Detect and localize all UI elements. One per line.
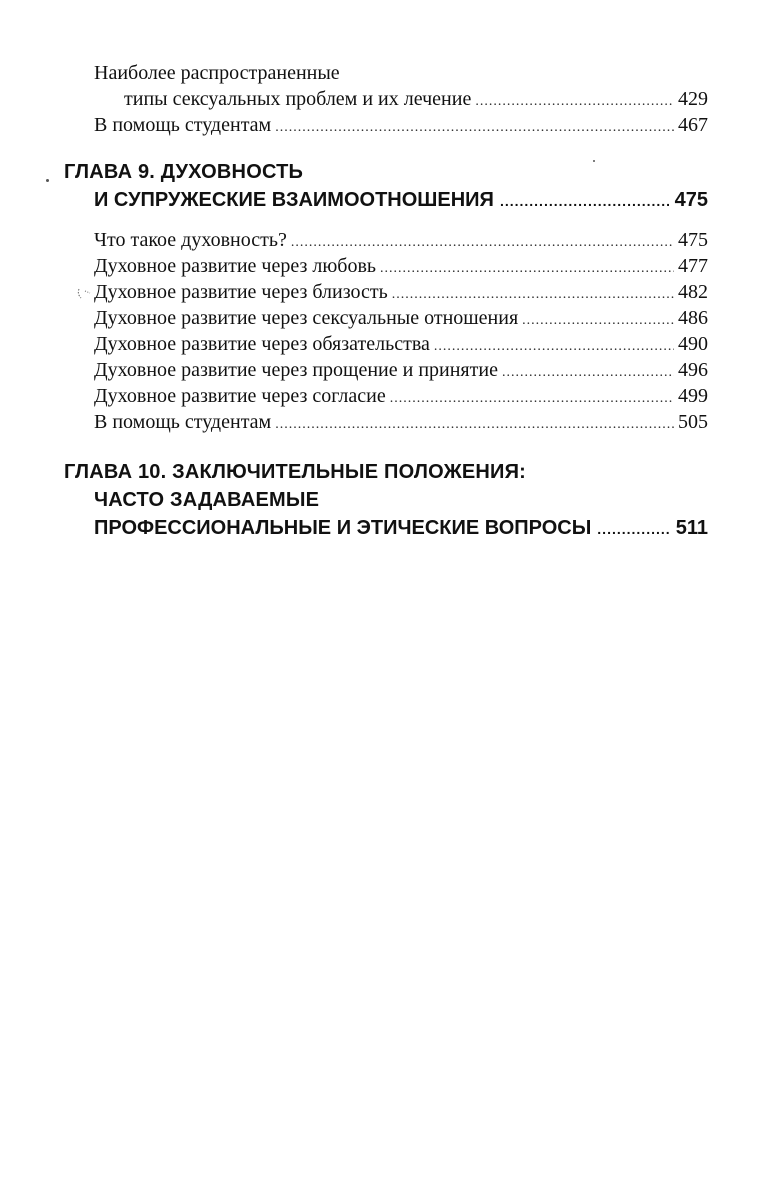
toc-entry-page: 499 [678,385,708,407]
toc-entry[interactable] [94,409,708,438]
toc-entry-page: 496 [678,359,708,381]
toc-entry-page: 505 [678,411,708,433]
toc-entry-page: 467 [678,114,708,136]
chapter-10-subtitle-line: ЧАСТО ЗАДАВАЕМЫЕ [94,489,320,511]
toc-entry[interactable] [94,253,708,282]
chapter-10-page: 511 [675,517,708,539]
toc-entry-label: Духовное развитие через любовь [94,255,377,277]
toc-entry[interactable] [94,112,708,141]
toc-entry[interactable] [94,305,708,334]
toc-entry-page: 490 [678,333,708,355]
leader-dots [275,412,674,438]
leader-dots [275,115,674,141]
chapter-9-subtitle[interactable] [94,186,708,215]
toc-entry-label: В помощь студентам [94,114,272,136]
chapter-10-subtitle[interactable] [94,514,708,543]
scan-speck [46,179,49,182]
toc-entry-label: Что такое духовность? [94,229,287,251]
toc-entry-page: 486 [678,307,708,329]
toc-entry-page: 477 [678,255,708,277]
toc-entry[interactable] [94,227,708,256]
toc-entry-label: В помощь студентам [94,411,272,433]
toc-entry-label: Духовное развитие через обязательства [94,333,430,355]
toc-entry-label: Духовное развитие через согласие [94,385,386,407]
toc-entry[interactable] [94,383,708,412]
leader-dots [597,515,669,543]
prev-section-heading: Наиболее распространенные [94,62,340,84]
toc-entry-label: Духовное развитие через прощение и принятие [94,359,498,381]
toc-entry-page: 429 [678,88,708,110]
scan-speck [593,160,595,162]
chapter-9-page: 475 [674,189,708,211]
chapter-9-subtitle-label: И СУПРУЖЕСКИЕ ВЗАИМООТНОШЕНИЯ [94,189,494,211]
scan-artifact-icon [76,285,92,301]
toc-entry-label: Духовное развитие через близость [94,281,388,303]
toc-entry-label: типы сексуальных проблем и их лечение [124,88,472,110]
toc-entry-page: 482 [678,281,708,303]
toc-entry-page: 475 [678,229,708,251]
toc-entry[interactable] [94,331,708,360]
chapter-9-title[interactable]: ГЛАВА 9. ДУХОВНОСТЬ [64,161,304,183]
toc-entry[interactable] [94,357,708,386]
toc-entry-label: Духовное развитие через сексуальные отношения [94,307,519,329]
toc-entry[interactable] [124,86,708,115]
chapter-10-subtitle-label: ПРОФЕССИОНАЛЬНЫЕ И ЭТИЧЕСКИЕ ВОПРОСЫ [94,517,592,539]
chapter-10-title[interactable]: ГЛАВА 10. ЗАКЛЮЧИТЕЛЬНЫЕ ПОЛОЖЕНИЯ: [64,461,527,483]
leader-dots [500,187,669,215]
toc-entry[interactable] [94,279,708,308]
